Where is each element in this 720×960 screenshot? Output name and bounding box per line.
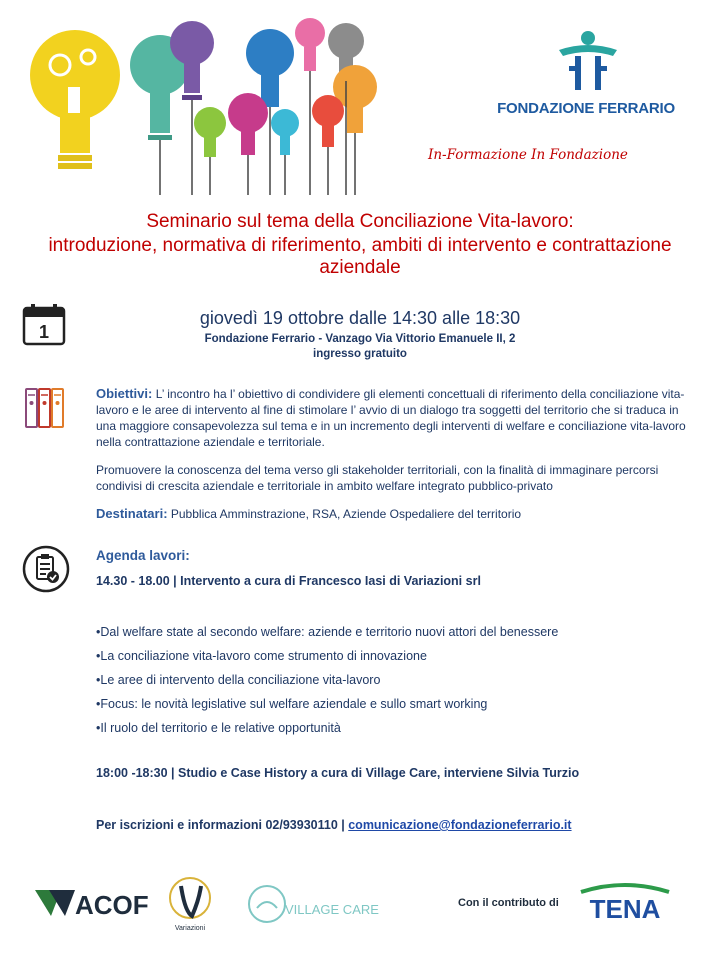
contact-line bbox=[96, 818, 572, 832]
list-item: •Le aree di intervento della conciliazione vita-lavoro bbox=[96, 673, 381, 687]
agenda-topics-list bbox=[96, 624, 558, 744]
tena-logo-icon bbox=[575, 878, 675, 930]
calendar-icon bbox=[22, 302, 66, 346]
audience-paragraph bbox=[96, 506, 696, 522]
magenta-bulb-icon bbox=[228, 93, 268, 155]
seminar-title-line2: introduzione, normativa di riferimento, ambiti di intervento e contrattazione bbox=[48, 235, 672, 256]
event-location-block bbox=[150, 332, 570, 362]
acof-logo-icon bbox=[35, 884, 149, 922]
list-item: •Dal welfare state al secondo welfare: aziende e territorio nuovi attori del benessere bbox=[96, 625, 559, 639]
binders-icon bbox=[22, 385, 68, 431]
objectives-label: Obiettivi: bbox=[96, 386, 153, 401]
objectives-text: L’ incontro ha l’ obiettivo di condividere gli elementi concettuali di riferimento della conciliazione vita-lavoro e le aree di intervento al fine di stimolare l’ avvio di un dialogo tra soggetti del territorio che si traduca in una maggiore consapevolezza sul tema e in un incremento degli interventi di welfare e conciliazione vita-lavoro nella contrattazione aziendale e territoriale. bbox=[96, 387, 686, 449]
objectives-paragraph-2: Promuovere la conoscenza del tema verso gli stakeholder territoriali, con la finalità di immaginare percorsi condivisi di crescita aziendale e territoriale in ambito welfare integrato pubblico-privato bbox=[96, 463, 659, 493]
audience-label: Destinatari: bbox=[96, 506, 168, 521]
svg-text:VILLAGE CARE: VILLAGE CARE bbox=[285, 902, 379, 917]
svg-text:ACOF: ACOF bbox=[75, 890, 149, 920]
yellow-bulb-icon bbox=[30, 30, 120, 169]
event-entry: ingresso gratuito bbox=[313, 348, 407, 360]
contact-text: Per iscrizioni e informazioni 02/93930110 | bbox=[96, 818, 349, 832]
variazioni-logo-icon bbox=[165, 876, 215, 932]
org-name: FONDAZIONE FERRARIO bbox=[497, 100, 675, 117]
svg-text:TENA: TENA bbox=[589, 894, 661, 924]
agenda-heading: Agenda lavori: bbox=[96, 548, 190, 563]
red-bulb-icon bbox=[312, 95, 344, 147]
agenda-slot-1: 14.30 - 18.00 | Intervento a cura di Francesco Iasi di Variazioni srl bbox=[96, 574, 481, 588]
fondazione-ferrario-logo-icon bbox=[553, 28, 623, 98]
objectives-paragraph bbox=[96, 386, 696, 450]
tagline: In-Formazione In Fondazione bbox=[428, 147, 628, 163]
contribution-label: Con il contributo di bbox=[458, 897, 559, 909]
audience-text: Pubblica Amminstrazione, RSA, Aziende Ospedaliere del territorio bbox=[170, 507, 522, 521]
cyan-bulb-icon bbox=[271, 109, 299, 155]
lightbulbs-illustration bbox=[10, 5, 410, 200]
agenda-slot-2: 18:00 -18:30 | Studio e Case History a cura di Village Care, interviene Silvia Turzio bbox=[96, 766, 580, 780]
list-item: •Focus: le novità legislative sul welfare aziendale e sullo smart working bbox=[96, 697, 488, 711]
orange-bulb-icon bbox=[333, 65, 377, 133]
list-item: •Il ruolo del territorio e le relative opportunità bbox=[96, 721, 341, 735]
event-date-time: giovedì 19 ottobre dalle 14:30 alle 18:30 bbox=[199, 308, 521, 328]
lime-bulb-icon bbox=[194, 107, 226, 157]
svg-text:Variazioni: Variazioni bbox=[174, 925, 206, 932]
seminar-title-line1: Seminario sul tema della Conciliazione Vita-lavoro: bbox=[146, 211, 574, 232]
seminar-title-line3: aziendale bbox=[319, 257, 401, 278]
pink-bulb-icon bbox=[295, 18, 325, 71]
contact-email-link[interactable]: comunicazione@fondazioneferrario.it bbox=[348, 818, 572, 832]
svg-text:1: 1 bbox=[38, 322, 50, 342]
event-location: Fondazione Ferrario - Vanzago Via Vittorio Emanuele II, 2 bbox=[204, 333, 516, 345]
checklist-icon bbox=[22, 545, 70, 593]
list-item: •La conciliazione vita-lavoro come strumento di innovazione bbox=[96, 649, 427, 663]
village-care-logo-icon bbox=[245, 878, 379, 926]
